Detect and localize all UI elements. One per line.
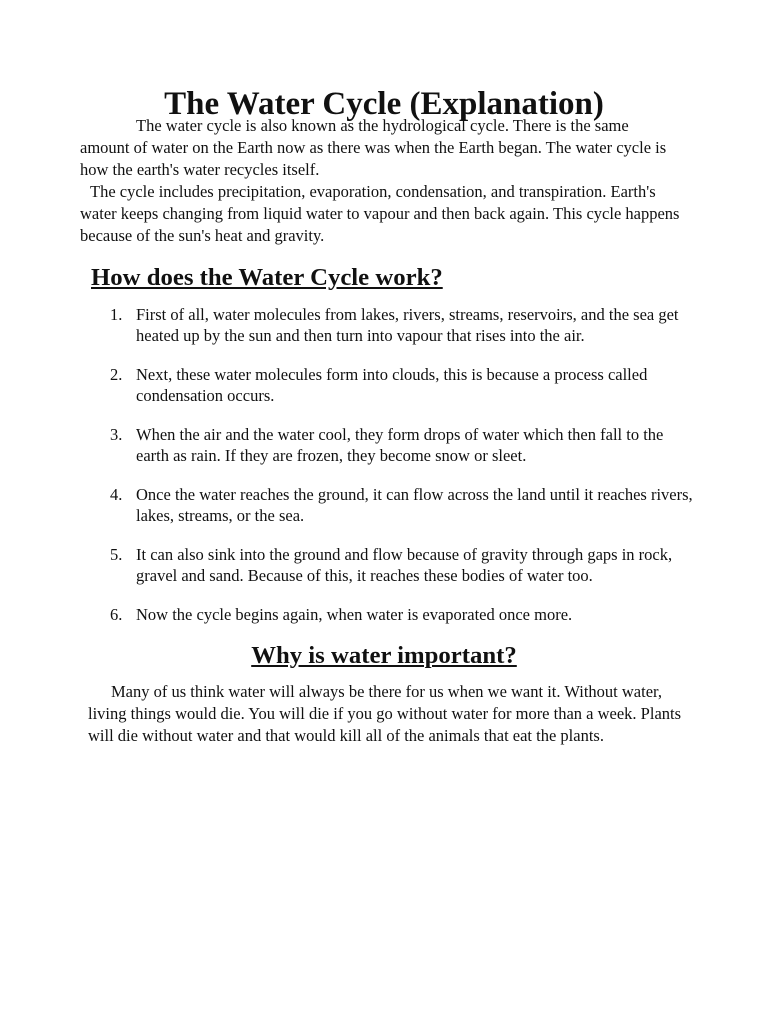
step-text: Now the cycle begins again, when water is evaporated once more. [136,605,573,624]
step-item [0,544,696,586]
step-number: 2. [110,365,123,384]
step-item [0,304,696,346]
step-number: 5. [110,545,123,564]
closing-paragraph: Many of us think water will always be there for us when we want it. Without water, living things would die. You will die if you go without water for more than a week. Plants will die without water and that would kill all of the animals that eat the plants. [88,682,682,745]
step-text: First of all, water molecules from lakes, rivers, streams, reservoirs, and the sea get heated up by the sun and then turn into vapour that rises into the air. [136,305,679,345]
document-title: The Water Cycle (Explanation) [164,86,604,122]
how-heading: How does the Water Cycle work? [91,264,443,291]
step-number: 3. [110,425,123,444]
step-item [0,604,696,625]
step-item [0,424,696,466]
step-item [0,364,696,406]
why-heading: Why is water important? [251,642,517,669]
step-item [0,484,696,526]
step-number: 4. [110,485,123,504]
step-text: When the air and the water cool, they form drops of water which then fall to the earth as rain. If they are frozen, they become snow or sleet. [136,425,664,465]
step-number: 1. [110,305,123,324]
step-text: Once the water reaches the ground, it can flow across the land until it reaches rivers, lakes, streams, or the sea. [136,485,693,525]
intro-paragraph-1: The water cycle is also known as the hydrological cycle. There is the same amount of water on the Earth now as there was when the Earth began. The water cycle is how the earth's water recycles itself. [80,116,667,179]
intro-section [80,115,680,247]
steps-list [0,304,768,643]
step-text: Next, these water molecules form into clouds, this is because a process called condensation occurs. [136,365,648,405]
step-text: It can also sink into the ground and flow because of gravity through gaps in rock, gravel and sand. Because of this, it reaches these bodies of water too. [136,545,673,585]
step-number: 6. [110,605,123,624]
intro-paragraph-2: The cycle includes precipitation, evaporation, condensation, and transpiration. Earth's water keeps changing from liquid water to vapour and then back again. This cycle happens because of the sun's heat and gravity. [80,182,680,245]
